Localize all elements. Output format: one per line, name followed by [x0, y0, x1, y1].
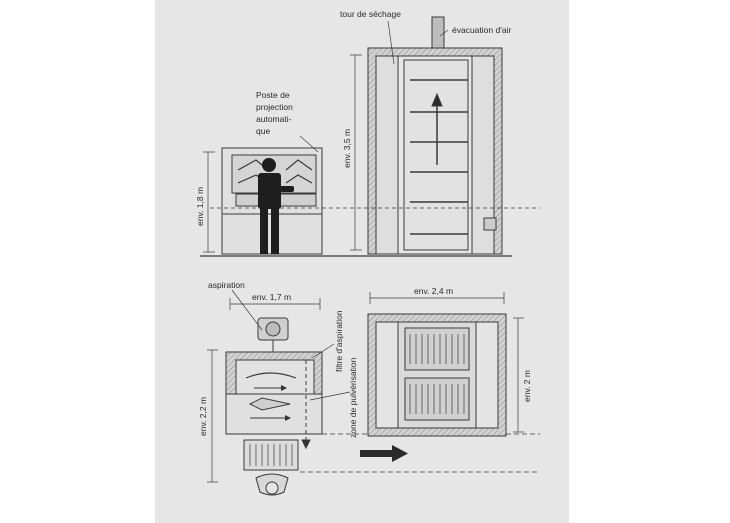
label-spray-station-2: projection: [256, 102, 293, 112]
exhaust-chimney: [432, 17, 444, 49]
label-spray-station-3: automati-: [256, 114, 292, 124]
label-drying-tower: tour de séchage: [340, 9, 401, 19]
dim-tower-width: env. 2,4 m: [414, 286, 454, 296]
label-spray-zone: zone de pulvérisation: [348, 357, 358, 438]
control-box: [484, 218, 496, 230]
label-air-exhaust: évacuation d'air: [452, 25, 512, 35]
dim-station-height: env. 1,8 m: [195, 186, 205, 226]
dim-tower-height: env. 3,5 m: [342, 128, 352, 168]
conveyor-direction-arrow: [360, 445, 408, 462]
drying-tower-plan: [368, 292, 524, 436]
dim-tower-depth: env. 2 m: [522, 370, 532, 402]
floor-grille: [244, 440, 298, 470]
label-spray-station-4: que: [256, 126, 271, 136]
label-suction-filter: filtre d'aspiration: [334, 310, 344, 372]
dim-station-width: env. 1,7 m: [252, 292, 292, 302]
dim-station-depth: env. 2,2 m: [198, 396, 208, 436]
label-spray-station-1: Poste de: [256, 90, 290, 100]
label-suction: aspiration: [208, 280, 245, 290]
